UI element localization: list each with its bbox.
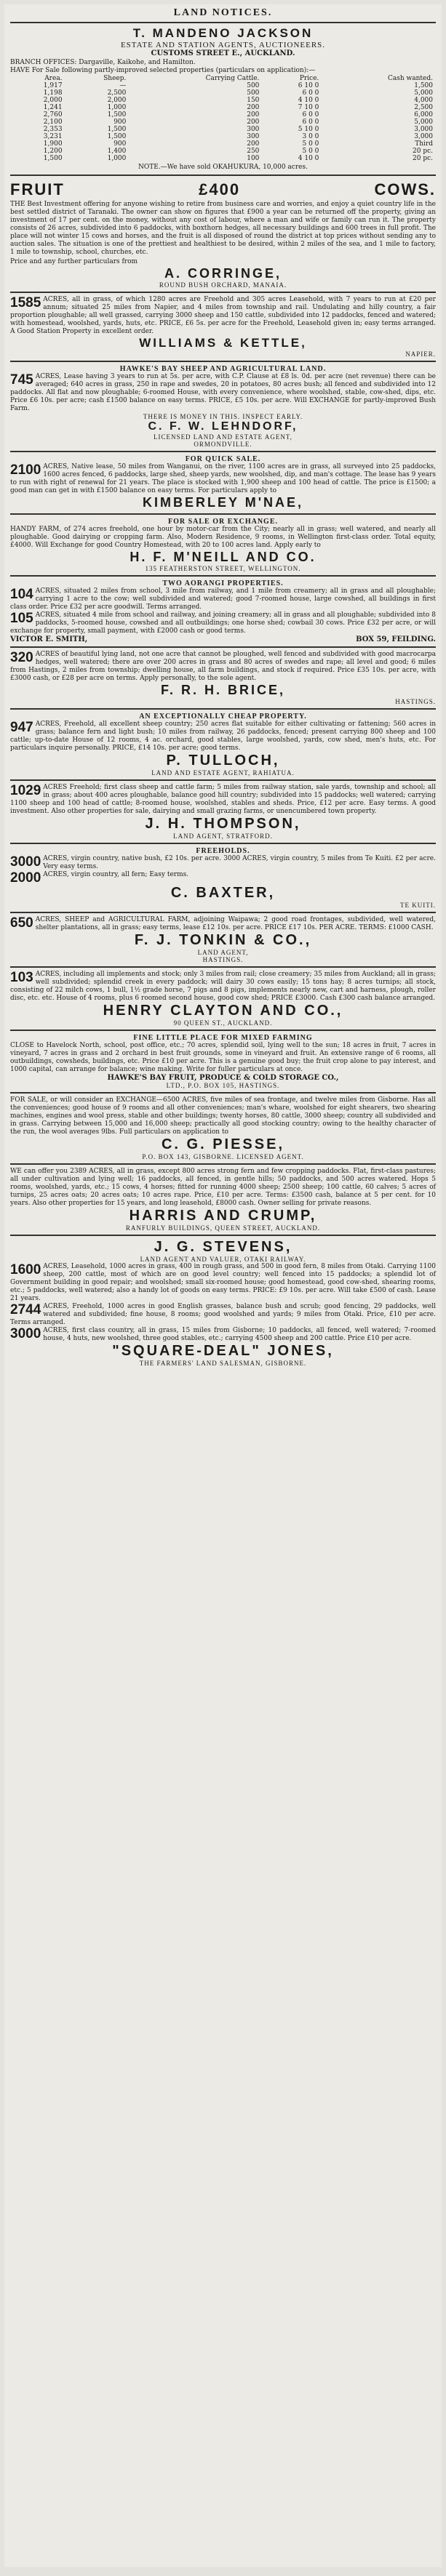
divider [10,292,436,293]
table-row [10,148,436,155]
acreage: 1029 [10,783,41,798]
table-row [10,97,436,104]
acreage: 1585 [10,295,41,310]
table-row [10,155,436,162]
table-cell: 5,000 [414,119,433,126]
divider [10,451,436,452]
table-cell: 6 0 0 [302,89,319,97]
agent-address: BOX 59, FEILDING. [356,635,436,643]
agent-name: J. G. STEVENS, [154,1239,292,1255]
ad-body: THE Best Investment offering for anyone wishing to retire from business care and worries, and enjoy a quiet country life in the best settled district of Taranaki. The owner can show on figures that £900 a year can be returned off the property, giving an investment of 17 per cent. on the money, without any cost of labour, where a man and wife or family can run it. The property consists of 26 acres, subdivided into 6 paddocks, with boxthorn hedges, all necessary buildings and 600 trees in full profit. The place will not winter 15 cows and horses, and the fruit is all disposed of round the district at top prices without sending any to auction sales. The situation is one of the prettiest and healthiest to be desired, within 2 miles of the sea, and 1 mile to factory, 1 mile to township, school, churches, etc. [10,201,436,256]
table-cell: 250 [247,148,260,155]
acreage: 2000 [10,870,41,886]
table-cell: 1,198 [43,89,63,97]
ad-tonkin [10,916,436,963]
ad-footer: Price and any further particulars from [10,258,138,265]
column-header: Carrying Cattle. [205,75,260,82]
acreage: 103 [10,970,33,985]
agent-address: ORMONDVILLE. [194,441,252,448]
ad-body: ACRES, Freehold, 1000 acres in good English grasses, balance bush and scrub; good fencing, 29 paddocks, well watered and subdivided; fine house, 8 rooms; good woolshed and yards; 9 miles from Otaki. Price, £10 per acre. Terms arranged. [10,1303,436,1326]
agent-name: F. R. H. BRICE, [160,683,285,697]
table-cell: 6 10 0 [298,82,319,89]
table-cell: 6,000 [414,111,433,119]
table-row [10,89,436,97]
table-row [10,119,436,126]
agent-name: "SQUARE-DEAL" JONES, [112,1343,334,1359]
table-cell: 2,000 [43,97,63,104]
agent-subtitle: LAND AGENT, [197,949,249,956]
ad-intro: HAVE For Sale following partly-improved selected properties (particulars on application):— [10,67,316,74]
ad-body: FOR SALE, or will consider an EXCHANGE—6500 ACRES, five miles of sea frontage, and twelve miles from Gisborne. Has all the conveniences; good house of 9 rooms and all other conveniences; man's whare, woolshed for eight shearers, two shearing machines, engines and wool press, stable and other buildings; twenty horses, 80 cattle, 3000 sheep; country all subdivided and in grass. Carrying between 15,000 and 16,000 sheep; practically all good stocking country; owing to the healthy character of the run, the wool averages 9lbs. Full particulars on application to [10,1096,436,1136]
agent-subtitle: LICENSED LAND AND ESTATE AGENT, [154,433,292,441]
ad-mandeno-jackson [10,26,436,172]
table-cell: 3,000 [414,126,433,133]
divider [10,513,436,515]
column-header: Sheep. [103,75,127,82]
agent-address: 90 QUEEN ST., AUCKLAND. [173,1019,273,1027]
agent-name: VICTOR E. SMITH, [10,635,88,643]
ad-note: NOTE.—We have sold OKAHUKURA, 10,000 acres. [138,164,308,171]
agent-name: KIMBERLEY M'NAE, [143,495,303,510]
ad-body: ACRES, all in grass, of which 1280 acres are Freehold and 305 acres Leasehold, with 7 years to run at £20 per annum; situated 25 miles from Napier, and 4 miles from township and rail. Undulating and hilly country, a fair proportion ploughable; all well grassed, carrying 3000 sheep and 150 cattle, subdivided into 12 paddocks, fenced and watered; with homestead, woolshed, yards, huts, etc. PRICE, £6 5s. per acre for the Freehold, Leasehold given in; easy terms arranged. A Good Station Property in excellent order. [10,296,436,335]
ad-hawkes-bay-fruit [10,1034,436,1089]
ad-title: TWO AORANGI PROPERTIES. [162,579,284,587]
table-cell: 2,353 [43,126,63,133]
table-cell: 1,000 [107,104,127,111]
table-cell: 1,500 [107,126,127,133]
acreage: 105 [10,611,33,626]
agent-name: C. G. PIESSE, [161,1136,285,1152]
ad-brice [10,651,436,705]
ad-body: ACRES, Lease having 3 years to run at 5s. per acre, with C.P. Clause at £8 ls. 0d. per acre (net revenue) there can be averaged; 640 acres in grass, 250 in rape and swedes, 20 in potatoes, 80 acres bush; all fenced and subdivided into 12 paddocks. All flat and now ploughable; 6-roomed House, with every convenience, where woolshed, stable, cow-shed, dips, etc. Price £6 10s. per acre; cash £1500 balance on easy terms. PRICE, £5 10s. per acre. Will EXCHANGE for partly-improved Bush Farm. [10,373,436,412]
table-cell: 20 pc. [413,148,433,155]
divider [10,779,436,781]
divider [10,1163,436,1165]
table-cell: 200 [247,140,260,148]
agent-line [10,635,436,643]
table-cell: 200 [247,104,260,111]
table-cell: 5 0 0 [302,148,319,155]
table-cell: 900 [114,140,127,148]
table-cell: 6 0 0 [302,111,319,119]
ad-body: ACRES Freehold; first class sheep and cattle farm; 5 miles from railway station, sale yards, township and school; all in grass; about 400 acres ploughable, balance good hill country; subdivided into 15 paddocks; well watered; carrying 1100 sheep and 100 head of cattle; 8-roomed house, woolshed, stables and sheds. Price, £12 per acre. Easy terms. A good investment. Also other properties for sale, dairying and small grazing farms, or unencumbered town property. [10,784,436,815]
divider [10,708,436,710]
table-cell: 500 [247,89,260,97]
ad-baxter [10,847,436,909]
column-header: Price. [299,75,319,82]
table-cell: 300 [247,126,260,133]
agent-address: 135 FEATHERSTON STREET, WELLINGTON. [145,565,301,572]
agent-subtitle: ESTATE AND STATION AGENTS, AUCTIONEERS. [120,41,326,49]
acreage: 2100 [10,462,41,478]
table-row [10,111,436,119]
table-cell: 1,500 [107,111,127,119]
divider [10,1235,436,1236]
ad-body: CLOSE to Havelock North, school, post office, etc.; 70 acres, splendid soil, lying well to the sun; 18 acres in fruit, 7 acres in vineyard, 7 acres in grass and 2 orchard in best fruit grounds, some in vineyard and fruit. An extensive range of 6 rooms, all outbuildings, cowsheds, buildings, etc. Price £10 per acre. This is a genuine good buy; the fruit crop alone to pay interest, and 1000 capital, can arrange for balance; wine making. Write for fuller particulars at once. [10,1042,436,1073]
divider [10,1092,436,1094]
ad-tagline: THERE IS MONEY IN THIS. INSPECT EARLY. [143,413,303,420]
agent-name: WILLIAMS & KETTLE, [139,336,307,350]
table-header-row [10,75,436,82]
ad-body: ACRES, virgin country, native bush, £2 10s. per acre. [43,855,222,862]
agent-address: THE FARMERS' LAND SALESMAN, GISBORNE. [139,1360,307,1367]
table-cell: 5,000 [414,89,433,97]
table-cell: 2,760 [43,111,63,119]
ad-title: FREEHOLDS. [196,847,250,855]
table-row [10,126,436,133]
acreage: 320 [10,650,33,665]
agent-name: T. MANDENO JACKSON [132,26,314,40]
table-cell: 5 0 0 [302,140,319,148]
table-cell: Third [415,140,433,148]
agent-subtitle: LAND AGENT AND VALUER, OTAKI RAILWAY. [140,1256,306,1263]
agent-address: ROUND BUSH ORCHARD, MANAIA. [159,281,287,289]
agent-name: H. F. M'NEILL AND CO. [130,550,316,564]
agent-address: LTD., P.O. BOX 105, HASTINGS. [166,1082,280,1089]
table-cell: 4 10 0 [298,97,319,104]
agent-address: LAND AGENT, STRATFORD. [173,832,273,840]
table-body [10,82,436,162]
ad-tulloch [10,713,436,777]
table-cell: 3,000 [414,133,433,140]
branch-offices: BRANCH OFFICES: Dargaville, Kaikohe, and Hamilton. [10,59,196,66]
table-cell: 1,917 [43,82,63,89]
divider [10,174,436,176]
ad-body: ACRES, Leasehold, 1000 acres in grass, 400 in rough grass, and 500 in good fern, 8 miles from Otaki. Carrying 1100 sheep, 200 cattle, most of which are on good level country; well fenced into 15 paddocks; a splendid lot of Government building in good repair; and woolshed; small six-roomed house; good homestead, good cow-shed, shearing rooms, etc.; 5 paddocks, well watered; also a handy lot of goods on easy terms. PRICE: £9 10s. per acre. Will take £500 of cash. Lease 21 years. [10,1263,436,1302]
ad-piesse [10,1096,436,1160]
ad-clayton [10,971,436,1027]
ad-body: ACRES, virgin country, all fern; Easy terms. [43,871,189,878]
table-cell: 150 [247,97,260,104]
ad-stevens [10,1239,436,1367]
table-cell: — [119,82,127,89]
acreage: 104 [10,587,33,602]
ad-body: ACRES, Native lease, 50 miles from Wanganui, on the river, 1100 acres are in grass, all surveyed into 25 paddocks, 1600 acres fenced, 6 paddocks, large shed, sheep yards, new woolshed, dip, and man's cottage. The lease has 9 years to run with right of renewal for 21 years. The place is stocked with 1,900 sheep and 100 head of cattle. The price is £1500; a good man can get in with £1500 balance on easy terms. For particulars apply to [10,463,436,494]
newspaper-page [4,4,442,2567]
divider [10,966,436,968]
ad-body: ACRES, SHEEP and AGRICULTURAL FARM, adjoining Waipawa; 2 good road frontages, subdivided, well watered, shelter plantations, all in grass; easy terms, lease £12 10s. per acre. PRICE £17 10s. PER ACRE. TERMS: £1000 CASH. [35,916,436,931]
acreage: 3000 [10,1326,41,1341]
table-cell: 1,500 [107,133,127,140]
table-row [10,104,436,111]
table-cell: 100 [247,155,260,162]
table-cell: 500 [247,82,260,89]
divider [10,912,436,913]
divider [10,843,436,844]
agent-name: A. CORRINGE, [164,266,282,281]
ad-mcneill [10,518,436,572]
ad-body: 3000 ACRES, virgin country, 5 miles from Te Kuiti. £2 per acre. Very easy terms. [43,855,436,870]
agent-name: C. F. W. LEHNDORF, [148,420,298,433]
headline-word: COWS. [374,180,436,198]
divider [10,646,436,648]
table-cell: 4,000 [414,97,433,104]
table-cell: 200 [247,119,260,126]
property-table [10,75,436,162]
table-cell: 1,400 [107,148,127,155]
acreage: 2744 [10,1302,41,1317]
table-cell: 7 10 0 [298,104,319,111]
table-cell: 3 0 0 [302,133,319,140]
ad-body: WE can offer you 2389 ACRES, all in grass, except 800 acres strong fern and few cropping paddocks. Flat, first-class pastures; all under cultivation and lying well; 16 paddocks, all fenced, in gentle hills; 50 paddocks, and 500 acres watered. Hops 5 rooms, woolshed, yards, etc.; 15 cows, 4 horses; fitted for running 4000 sheep; 2500 sheep; 100 cattle, 60 calves; 5 acres of turnips, 25 acres oats; 20 acres oats; 10 acres rape. Price, £10 per acre. Terms: £3500 cash, balance at 5 per cent. for 10 years. Also other properties for 15 years, and long leasehold, £8000 cash. Owner selling for private reasons. [10,1168,436,1207]
agent-address: RANFURLY BUILDINGS, QUEEN STREET, AUCKLAND. [125,1224,321,1232]
table-row [10,82,436,89]
ad-title: AN EXCEPTIONALLY CHEAP PROPERTY. [139,713,307,721]
ad-body: ACRES, first class country, all in grass, 15 miles from Gisborne; 10 paddocks, all fenced, well watered; 7-roomed house, 4 huts, new woolshed, three good stables, etc.; carrying 4500 sheep and 200 cattle. Price £10 per acre. [43,1327,436,1342]
ad-corringe [10,179,436,289]
ad-title: HAWKE'S BAY SHEEP AND AGRICULTURAL LAND. [119,365,327,373]
ad-title: FOR QUICK SALE. [185,455,261,463]
column-header: Cash wanted. [388,75,433,82]
table-cell: 3,231 [43,133,63,140]
agent-address: HASTINGS. [395,698,436,705]
ad-body: ACRES, situated 2 miles from school, 3 mile from railway, and 1 mile from creamery; all in grass and all ploughable; carrying 1 acre to the cow; well subdivided and watered; good 7-roomed house, large cowshed, all buildings in first class order. Price £32 per acre goodwill. Terms arranged. [10,587,436,611]
table-cell: 900 [114,119,127,126]
table-cell: 300 [247,133,260,140]
headline [10,179,436,201]
divider [10,361,436,362]
agent-name: HARRIS AND CRUMP, [129,1208,317,1224]
table-cell: 20 pc. [413,155,433,162]
ad-thompson [10,784,436,840]
agent-name: J. H. THOMPSON, [145,816,301,832]
headline-word: £400 [199,180,241,198]
land-notices-column [4,4,442,1367]
table-row [10,133,436,140]
table-cell: 6 0 0 [302,119,319,126]
agent-name: HAWKE'S BAY FRUIT, PRODUCE & COLD STORAGE CO., [107,1074,339,1082]
table-cell: 2,000 [107,97,127,104]
headline-word: FRUIT [10,180,65,198]
acreage: 650 [10,915,33,931]
acreage: 745 [10,372,33,388]
section-header: LAND NOTICES. [10,4,436,23]
ad-victor-smith [10,579,436,643]
agent-address: TE KUITI. [400,902,436,909]
table-cell: 1,500 [414,82,433,89]
table-cell: 2,500 [107,89,127,97]
table-cell: 200 [247,111,260,119]
ad-title: FOR SALE OR EXCHANGE. [167,518,278,526]
agent-name: C. BAXTER, [170,885,276,901]
ad-body: ACRES, situated 4 mile from school and railway, and joining creamery; all in grass and all ploughable; subdivided into 8 paddocks, 5-roomed house, cowshed and all outbuildings; one horse shed; cowbail 30 cows. Price £32 per acre, or will exchange for property, small payment, with £2000 cash or good terms. [10,611,436,635]
table-cell: 5 10 0 [298,126,319,133]
agent-address: HASTINGS. [202,956,244,963]
table-cell: 1,500 [43,155,63,162]
table-cell: 4 10 0 [298,155,319,162]
acreage: 3000 [10,854,41,870]
ad-kimberley [10,455,436,510]
agent-address: CUSTOMS STREET E., AUCKLAND. [151,49,295,57]
ad-body: HANDY FARM, of 274 acres freehold, one hour by motor-car from the City; nearly all in grass; well watered, and nearly all ploughable. Good dairying or cropping farm. Also, Modern Residence, 9 rooms, in Wellington first-class order. Total equity, £4000. Will Exchange for good Country Homestead, with 20 to 100 acres land. Apply early to [10,526,436,549]
agent-address: P.O. BOX 143, GISBORNE. LICENSED AGENT. [142,1153,304,1160]
ad-lehndorf [10,365,436,448]
ad-title: FINE LITTLE PLACE FOR MIXED FARMING [133,1034,313,1042]
agent-address: LAND AND ESTATE AGENT, RAHIATUA. [151,769,295,777]
table-cell: 1,000 [107,155,127,162]
agent-name: F. J. TONKIN & CO., [134,932,312,948]
divider [10,575,436,577]
table-cell: 1,900 [43,140,63,148]
agent-address: NAPIER. [405,350,436,358]
agent-name: HENRY CLAYTON AND CO., [103,1003,343,1019]
divider [10,1030,436,1031]
table-row [10,140,436,148]
acreage: 947 [10,720,33,735]
ad-harris-crump [10,1168,436,1232]
ad-body: ACRES, including all implements and stock; only 3 miles from rail; close creamery; 35 miles from Auckland; all in grass; well subdivided; splendid creek in every paddock; will dairy 30 cows easily; 15 tons hay; 8 acres turnips; all stock, consisting of 22 milch cows, 1 bull, 1½ grade horse, 7 pigs and 8 pigs, implements nearly new, cart and harness, plough, roller disc, etc. etc. House of 4 rooms, plus 6 roomed second house, good cow shed; PRICE £3000. Cash £300 cash balance arranged. [10,971,436,1002]
column-header: Area. [44,75,63,82]
table-cell: 2,500 [414,104,433,111]
ad-body: ACRES of beautiful lying land, not one acre that cannot be ploughed, well fenced and subdivided with good macrocarpa hedges, well watered; there are over 200 acres in grass and 80 acres of swedes and rape; all level and good; 6 miles from Hastings, 2 miles from township; dwelling house, all farm buildings, and stock if required. Price £35 10s. per acre, with £3000 cash, or £28 per acre on terms. Apply personally, to the sole agent. [10,651,436,682]
acreage: 1600 [10,1262,41,1277]
table-cell: 1,241 [43,104,63,111]
table-cell: 2,100 [43,119,63,126]
agent-name: P. TULLOCH, [166,753,280,769]
ad-body: ACRES, Freehold, all excellent sheep country; 250 acres flat suitable for either cultivating or fattening; 560 acres in grass; balance fern and light bush; 10 miles from railway, 26 paddocks, fenced; present carrying 800 sheep and 100 cattle; up-to-date House of 12 rooms, 4 ac. orchard, good stables, large woolshed, yards, cow shed, men's huts, etc. For particulars inquire personally. PRICE, £14 10s. per acre; good terms. [10,721,436,752]
table-cell: 1,200 [43,148,63,155]
ad-williams-kettle [10,296,436,358]
